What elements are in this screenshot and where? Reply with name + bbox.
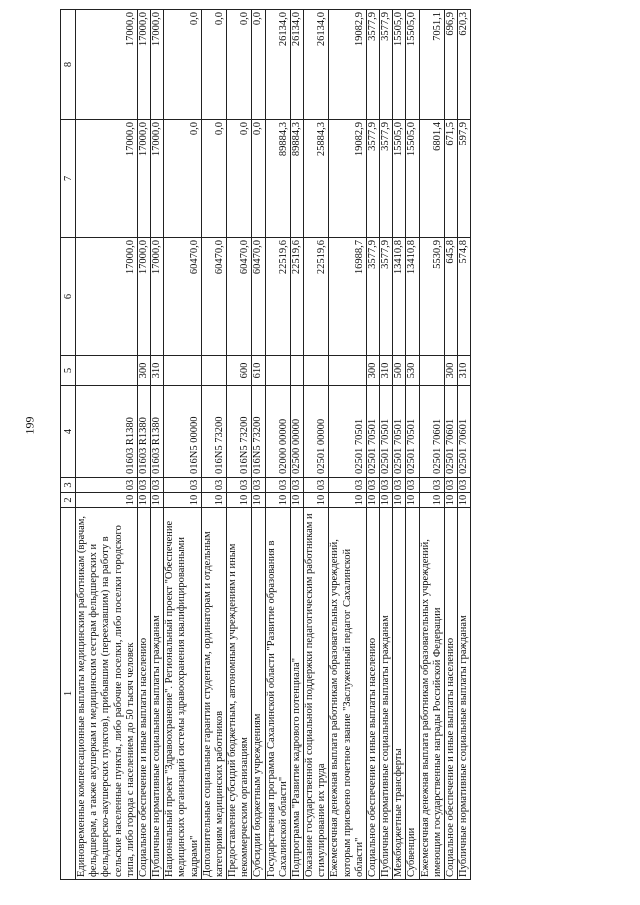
rotated-page-content <box>60 10 620 880</box>
amount-col-7: 89884,3 <box>290 120 303 238</box>
target-article-code: 01603 R1380 <box>137 386 150 478</box>
section-code: 10 <box>164 493 202 508</box>
section-code: 10 <box>151 493 164 508</box>
amount-col-6: 3577,9 <box>380 238 393 356</box>
expense-type-code <box>419 356 444 386</box>
table-row <box>380 10 393 880</box>
subsection-code: 03 <box>444 478 457 493</box>
subsection-code: 03 <box>265 478 290 493</box>
table-row <box>444 10 457 880</box>
amount-col-8: 17000,0 <box>137 10 150 120</box>
amount-col-6: 13410,8 <box>393 238 406 356</box>
amount-col-8: 26134,0 <box>290 10 303 120</box>
subsection-code: 03 <box>366 478 379 493</box>
amount-col-7: 3577,9 <box>380 120 393 238</box>
amount-col-7: 25884,3 <box>304 120 329 238</box>
table-row <box>76 10 138 880</box>
amount-col-8: 17000,0 <box>151 10 164 120</box>
subsection-code: 03 <box>227 478 252 493</box>
column-number-header-row <box>61 10 76 880</box>
expense-type-code: 310 <box>151 356 164 386</box>
section-code: 10 <box>76 493 138 508</box>
subsection-code: 03 <box>290 478 303 493</box>
amount-col-7: 17000,0 <box>151 120 164 238</box>
section-code: 10 <box>265 493 290 508</box>
column-number: 5 <box>61 356 76 386</box>
row-name: Социальное обеспечение и иные выплаты населению <box>366 508 379 880</box>
row-name: Дополнительные социальные гарантии студентам, ординаторам и отдельным категориям медицинских работников <box>201 508 226 880</box>
amount-col-7: 19082,9 <box>329 120 367 238</box>
table-row <box>137 10 150 880</box>
table-row <box>458 10 471 880</box>
row-name: Межбюджетные трансферты <box>393 508 406 880</box>
target-article-code: 02501 70501 <box>406 386 419 478</box>
row-name: Оказание государственной социальной поддержки педагогическим работникам и стимулирование их труда <box>304 508 329 880</box>
row-name: Социальное обеспечение и иные выплаты населению <box>137 508 150 880</box>
target-article-code: 02000 00000 <box>265 386 290 478</box>
expense-type-code: 310 <box>458 356 471 386</box>
amount-col-8: 17000,0 <box>76 10 138 120</box>
subsection-code: 03 <box>201 478 226 493</box>
section-code: 10 <box>458 493 471 508</box>
expense-type-code: 300 <box>366 356 379 386</box>
amount-col-8: 0,0 <box>227 10 252 120</box>
column-number: 2 <box>61 493 76 508</box>
subsection-code: 03 <box>76 478 138 493</box>
amount-col-6: 60470,0 <box>252 238 265 356</box>
section-code: 10 <box>329 493 367 508</box>
amount-col-6: 16988,7 <box>329 238 367 356</box>
target-article-code: 016N5 73200 <box>252 386 265 478</box>
table-row <box>252 10 265 880</box>
amount-col-8: 26134,0 <box>265 10 290 120</box>
expense-type-code <box>76 356 138 386</box>
expense-type-code: 300 <box>137 356 150 386</box>
target-article-code: 01603 R1380 <box>76 386 138 478</box>
target-article-code: 02501 00000 <box>304 386 329 478</box>
amount-col-8: 0,0 <box>164 10 202 120</box>
amount-col-6: 22519,6 <box>290 238 303 356</box>
row-name: Ежемесячная денежная выплата работникам образовательных учреждений, имеющим государственные награды Российской Федерации <box>419 508 444 880</box>
amount-col-6: 645,8 <box>444 238 457 356</box>
target-article-code: 02500 00000 <box>290 386 303 478</box>
amount-col-8: 0,0 <box>201 10 226 120</box>
amount-col-6: 574,8 <box>458 238 471 356</box>
amount-col-6: 5530,9 <box>419 238 444 356</box>
section-code: 10 <box>380 493 393 508</box>
table-row <box>393 10 406 880</box>
target-article-code: 02501 70501 <box>329 386 367 478</box>
subsection-code: 03 <box>304 478 329 493</box>
amount-col-8: 15505,0 <box>406 10 419 120</box>
table-row <box>406 10 419 880</box>
section-code: 10 <box>366 493 379 508</box>
row-name: Предоставление субсидий бюджетным, автономным учреждениям и иным некоммерческим организациям <box>227 508 252 880</box>
target-article-code: 016N5 73200 <box>201 386 226 478</box>
amount-col-7: 0,0 <box>227 120 252 238</box>
section-code: 10 <box>419 493 444 508</box>
expense-type-code <box>201 356 226 386</box>
expense-type-code <box>290 356 303 386</box>
table-row <box>290 10 303 880</box>
target-article-code: 016N5 73200 <box>227 386 252 478</box>
amount-col-7: 6801,4 <box>419 120 444 238</box>
row-name: Единовременные компенсационные выплаты медицинским работникам (врачам, фельдшерам, а также акушеркам и медицинским сестрам фельдшерских и фельдшерско-акушерских пунктов), прибывшим (переехавшим) на работу в сельские населенные пункты, либо рабочие поселки, либо поселки городского типа, либо города с населением до 50 тысяч человек <box>76 508 138 880</box>
amount-col-8: 3577,9 <box>366 10 379 120</box>
amount-col-6: 22519,6 <box>265 238 290 356</box>
column-number: 4 <box>61 386 76 478</box>
section-code: 10 <box>137 493 150 508</box>
page-number: 199 <box>22 416 37 435</box>
section-code: 10 <box>201 493 226 508</box>
amount-col-8: 7051,1 <box>419 10 444 120</box>
amount-col-7: 0,0 <box>201 120 226 238</box>
amount-col-7: 15505,0 <box>406 120 419 238</box>
row-name: Публичные нормативные социальные выплаты гражданам <box>151 508 164 880</box>
amount-col-7: 0,0 <box>252 120 265 238</box>
expense-type-code <box>304 356 329 386</box>
section-code: 10 <box>304 493 329 508</box>
subsection-code: 03 <box>329 478 367 493</box>
table-row <box>201 10 226 880</box>
subsection-code: 03 <box>164 478 202 493</box>
amount-col-7: 89884,3 <box>265 120 290 238</box>
section-code: 10 <box>290 493 303 508</box>
subsection-code: 03 <box>252 478 265 493</box>
row-name: Ежемесячная денежная выплата работникам образовательных учреждений, которым присвоено почетное звание "Заслуженный педагог Сахалинской области" <box>329 508 367 880</box>
expense-type-code: 600 <box>227 356 252 386</box>
expense-type-code: 300 <box>444 356 457 386</box>
amount-col-7: 597,9 <box>458 120 471 238</box>
amount-col-6: 17000,0 <box>137 238 150 356</box>
target-article-code: 016N5 00000 <box>164 386 202 478</box>
table-row <box>419 10 444 880</box>
expense-type-code: 530 <box>406 356 419 386</box>
subsection-code: 03 <box>393 478 406 493</box>
row-name: Субвенции <box>406 508 419 880</box>
amount-col-8: 620,3 <box>458 10 471 120</box>
table-row <box>164 10 202 880</box>
amount-col-6: 60470,0 <box>201 238 226 356</box>
subsection-code: 03 <box>419 478 444 493</box>
subsection-code: 03 <box>151 478 164 493</box>
section-code: 10 <box>406 493 419 508</box>
expense-type-code <box>265 356 290 386</box>
amount-col-6: 60470,0 <box>164 238 202 356</box>
subsection-code: 03 <box>458 478 471 493</box>
table-row <box>151 10 164 880</box>
amount-col-6: 22519,6 <box>304 238 329 356</box>
target-article-code: 02501 70601 <box>444 386 457 478</box>
amount-col-7: 0,0 <box>164 120 202 238</box>
amount-col-6: 60470,0 <box>227 238 252 356</box>
section-code: 10 <box>393 493 406 508</box>
amount-col-8: 696,9 <box>444 10 457 120</box>
amount-col-7: 17000,0 <box>137 120 150 238</box>
row-name: Субсидии бюджетным учреждениям <box>252 508 265 880</box>
subsection-code: 03 <box>406 478 419 493</box>
amount-col-8: 26134,0 <box>304 10 329 120</box>
row-name: Социальное обеспечение и иные выплаты населению <box>444 508 457 880</box>
target-article-code: 02501 70601 <box>419 386 444 478</box>
amount-col-8: 3577,9 <box>380 10 393 120</box>
subsection-code: 03 <box>380 478 393 493</box>
amount-col-8: 0,0 <box>252 10 265 120</box>
expense-type-code: 500 <box>393 356 406 386</box>
table-row <box>329 10 367 880</box>
section-code: 10 <box>252 493 265 508</box>
expense-type-code: 610 <box>252 356 265 386</box>
column-number: 3 <box>61 478 76 493</box>
section-code: 10 <box>227 493 252 508</box>
target-article-code: 02501 70601 <box>458 386 471 478</box>
column-number: 6 <box>61 238 76 356</box>
row-name: Государственная программа Сахалинской области "Развитие образования в Сахалинской области" <box>265 508 290 880</box>
subsection-code: 03 <box>137 478 150 493</box>
table-row <box>304 10 329 880</box>
expense-type-code <box>164 356 202 386</box>
amount-col-8: 15505,0 <box>393 10 406 120</box>
expense-type-code <box>329 356 367 386</box>
target-article-code: 02501 70501 <box>366 386 379 478</box>
amount-col-6: 17000,0 <box>151 238 164 356</box>
amount-col-7: 671,5 <box>444 120 457 238</box>
table-row <box>265 10 290 880</box>
row-name: Публичные нормативные социальные выплаты гражданам <box>458 508 471 880</box>
amount-col-7: 15505,0 <box>393 120 406 238</box>
amount-col-7: 3577,9 <box>366 120 379 238</box>
column-number: 1 <box>61 508 76 880</box>
section-code: 10 <box>444 493 457 508</box>
table-row <box>227 10 252 880</box>
expense-type-code: 310 <box>380 356 393 386</box>
row-name: Публичные нормативные социальные выплаты гражданам <box>380 508 393 880</box>
amount-col-6: 13410,8 <box>406 238 419 356</box>
amount-col-6: 17000,0 <box>76 238 138 356</box>
budget-table <box>60 9 471 880</box>
table-row <box>366 10 379 880</box>
target-article-code: 02501 70501 <box>380 386 393 478</box>
amount-col-6: 3577,9 <box>366 238 379 356</box>
row-name: Подпрограмма "Развитие кадрового потенциала" <box>290 508 303 880</box>
target-article-code: 01603 R1380 <box>151 386 164 478</box>
row-name: Национальный проект "Здравоохранение". Региональный проект "Обеспечение медицинских организаций системы здравоохранения квалифицированными кадрами" <box>164 508 202 880</box>
column-number: 7 <box>61 120 76 238</box>
amount-col-7: 17000,0 <box>76 120 138 238</box>
target-article-code: 02501 70501 <box>393 386 406 478</box>
amount-col-8: 19082,9 <box>329 10 367 120</box>
column-number: 8 <box>61 10 76 120</box>
